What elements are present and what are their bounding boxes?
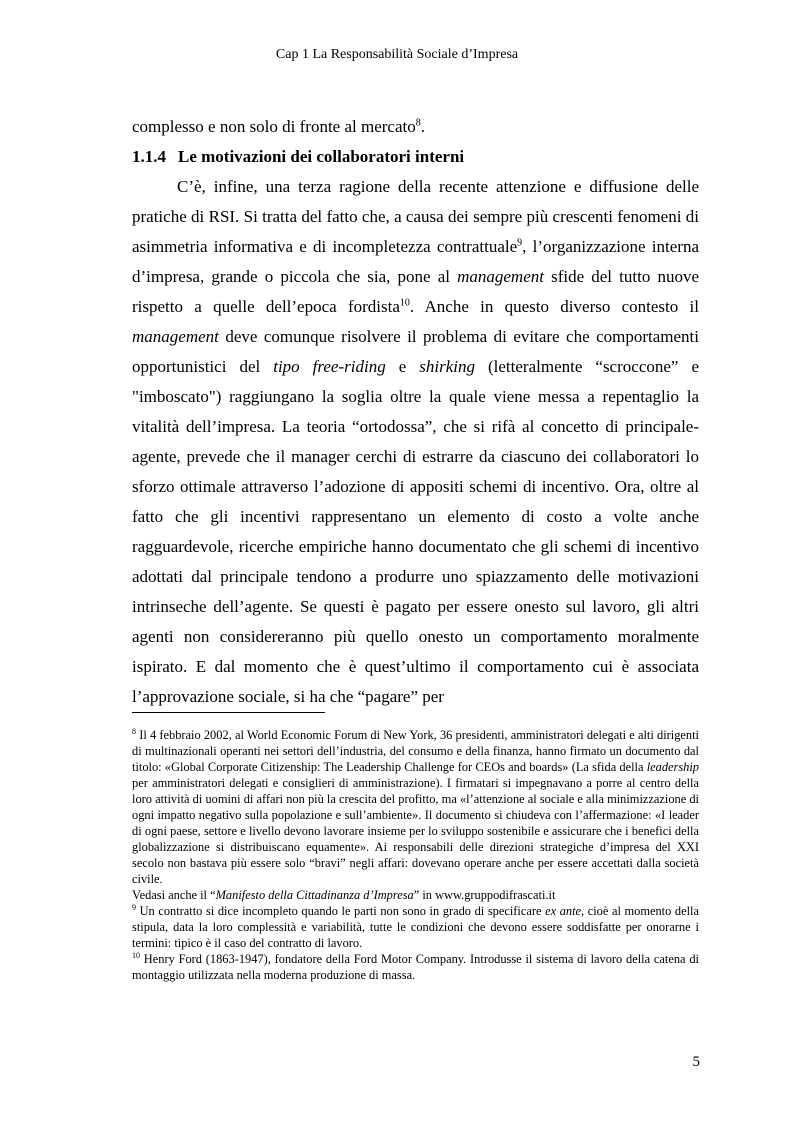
section-heading [132, 142, 699, 172]
footnote-ref-8[interactable]: 8 [415, 117, 421, 129]
paragraph-continuation: complesso e non solo di fronte al mercato$^8$. [132, 117, 425, 136]
section-title: Le motivazioni dei collaboratori interni [178, 147, 465, 166]
main-text [132, 112, 699, 712]
section-number: 1.1.4 [132, 147, 166, 166]
footnote-separator [132, 712, 325, 713]
running-header: Cap 1 La Responsabilità Sociale d’Impresa [275, 47, 519, 62]
page-number: 5 [692, 1054, 700, 1070]
footnote-10: $^{10}$ Henry Ford (1863-1947), fondatore della Ford Motor Company. Introdusse il sistema di lavoro della catena di montaggio utilizzata nella moderna produzione di massa. [132, 950, 699, 982]
footnote-8: $^8$ Il 4 febbraio 2002, al World Economic Forum di New York, 36 presidenti, amministratori delegati e alti dirigenti di multinazionali operanti nei settori dell’industria, del consumo e della finanza, hanno firmato un documento dal titolo: «Global Corporate Citizenship: The Leadership Challenge for CEOs and boards» (La sfida della leadership per amministratori delegati e consiglieri di amministrazione). I firmatari si impegnavano a porre al centro della loro attività di uomini di affari non più la crescita del profitto, ma «l’attenzione al sociale e alla minimizzazione di ogni impatto negativo sulla popolazione e sull’ambiente». Il documento si chiudeva con l’affermazione: «I leader di ogni paese, settore e livello devono lavorare insieme per lo sviluppo sostenibile e assicurare che i benefici della globalizzazione si distribuiscano equamente». Ai responsabili delle direzioni strategiche d’impresa del XXI secolo non bastava più essere solo “bravi” negli affari: dovevano operare anche per essere accettati dalla società civile. [132, 726, 699, 886]
footnote-8-see-also: Vedasi anche il “Manifesto della Cittadinanza d’Impresa” in www.gruppodifrascati.it [132, 888, 556, 902]
footnotes [132, 727, 699, 983]
footnote-ref-10[interactable]: 10 [399, 297, 410, 309]
footnote-ref-9[interactable]: 9 [517, 237, 523, 249]
body-paragraph: C’è, infine, una terza ragione della recente attenzione e diffusione delle pratiche di RSI. Si tratta del fatto che, a causa dei sempre più crescenti fenomeni di asimmetria informativa e di incompletezza contrattuale$^9$, l’organizzazione interna d’impresa, grande o piccola che sia, pone al management sfide del tutto nuove rispetto a quelle dell’epoca fordista$^{10}$. Anche in questo diverso contesto il management deve comunque risolvere il problema di evitare che comportamenti opportunistici del tipo free-riding e shirking (letteralmente “scroccone” e "imboscato") raggiungano la soglia oltre la quale viene messa a repentaglio la vitalità dell’impresa. La teoria “ortodossa”, che si rifà al concetto di principale-agente, prevede che il manager cerchi di estrarre da ciascuno dei collaboratori lo sforzo ottimale attraverso l’adozione di appositi schemi di incentivo. Ora, oltre al fatto che gli incentivi rappresentano un elemento di costo a volte anche ragguardevole, ricerche empiriche hanno documentato che gli schemi di incentivo adottati dal principale tendono a produrre uno spiazzamento delle motivazioni intrinseche dell’agente. Se questi è pagato per essere onesto sul lavoro, gli altri agenti non considereranno più quello onesto un comportamento moralmente ispirato. E dal momento che è quest’ultimo il comportamento cui è associata l’approvazione sociale, si ha che “pagare” per [132, 177, 700, 706]
footnote-9: $^9$ Un contratto si dice incompleto quando le parti non sono in grado di specificare ex ante, cioè al momento della stipula, data la loro complessità e variabilità, tutte le condizioni che devono essere soddisfatte per onorarne i termini: tipico è il caso del contratto di lavoro. [132, 902, 699, 950]
